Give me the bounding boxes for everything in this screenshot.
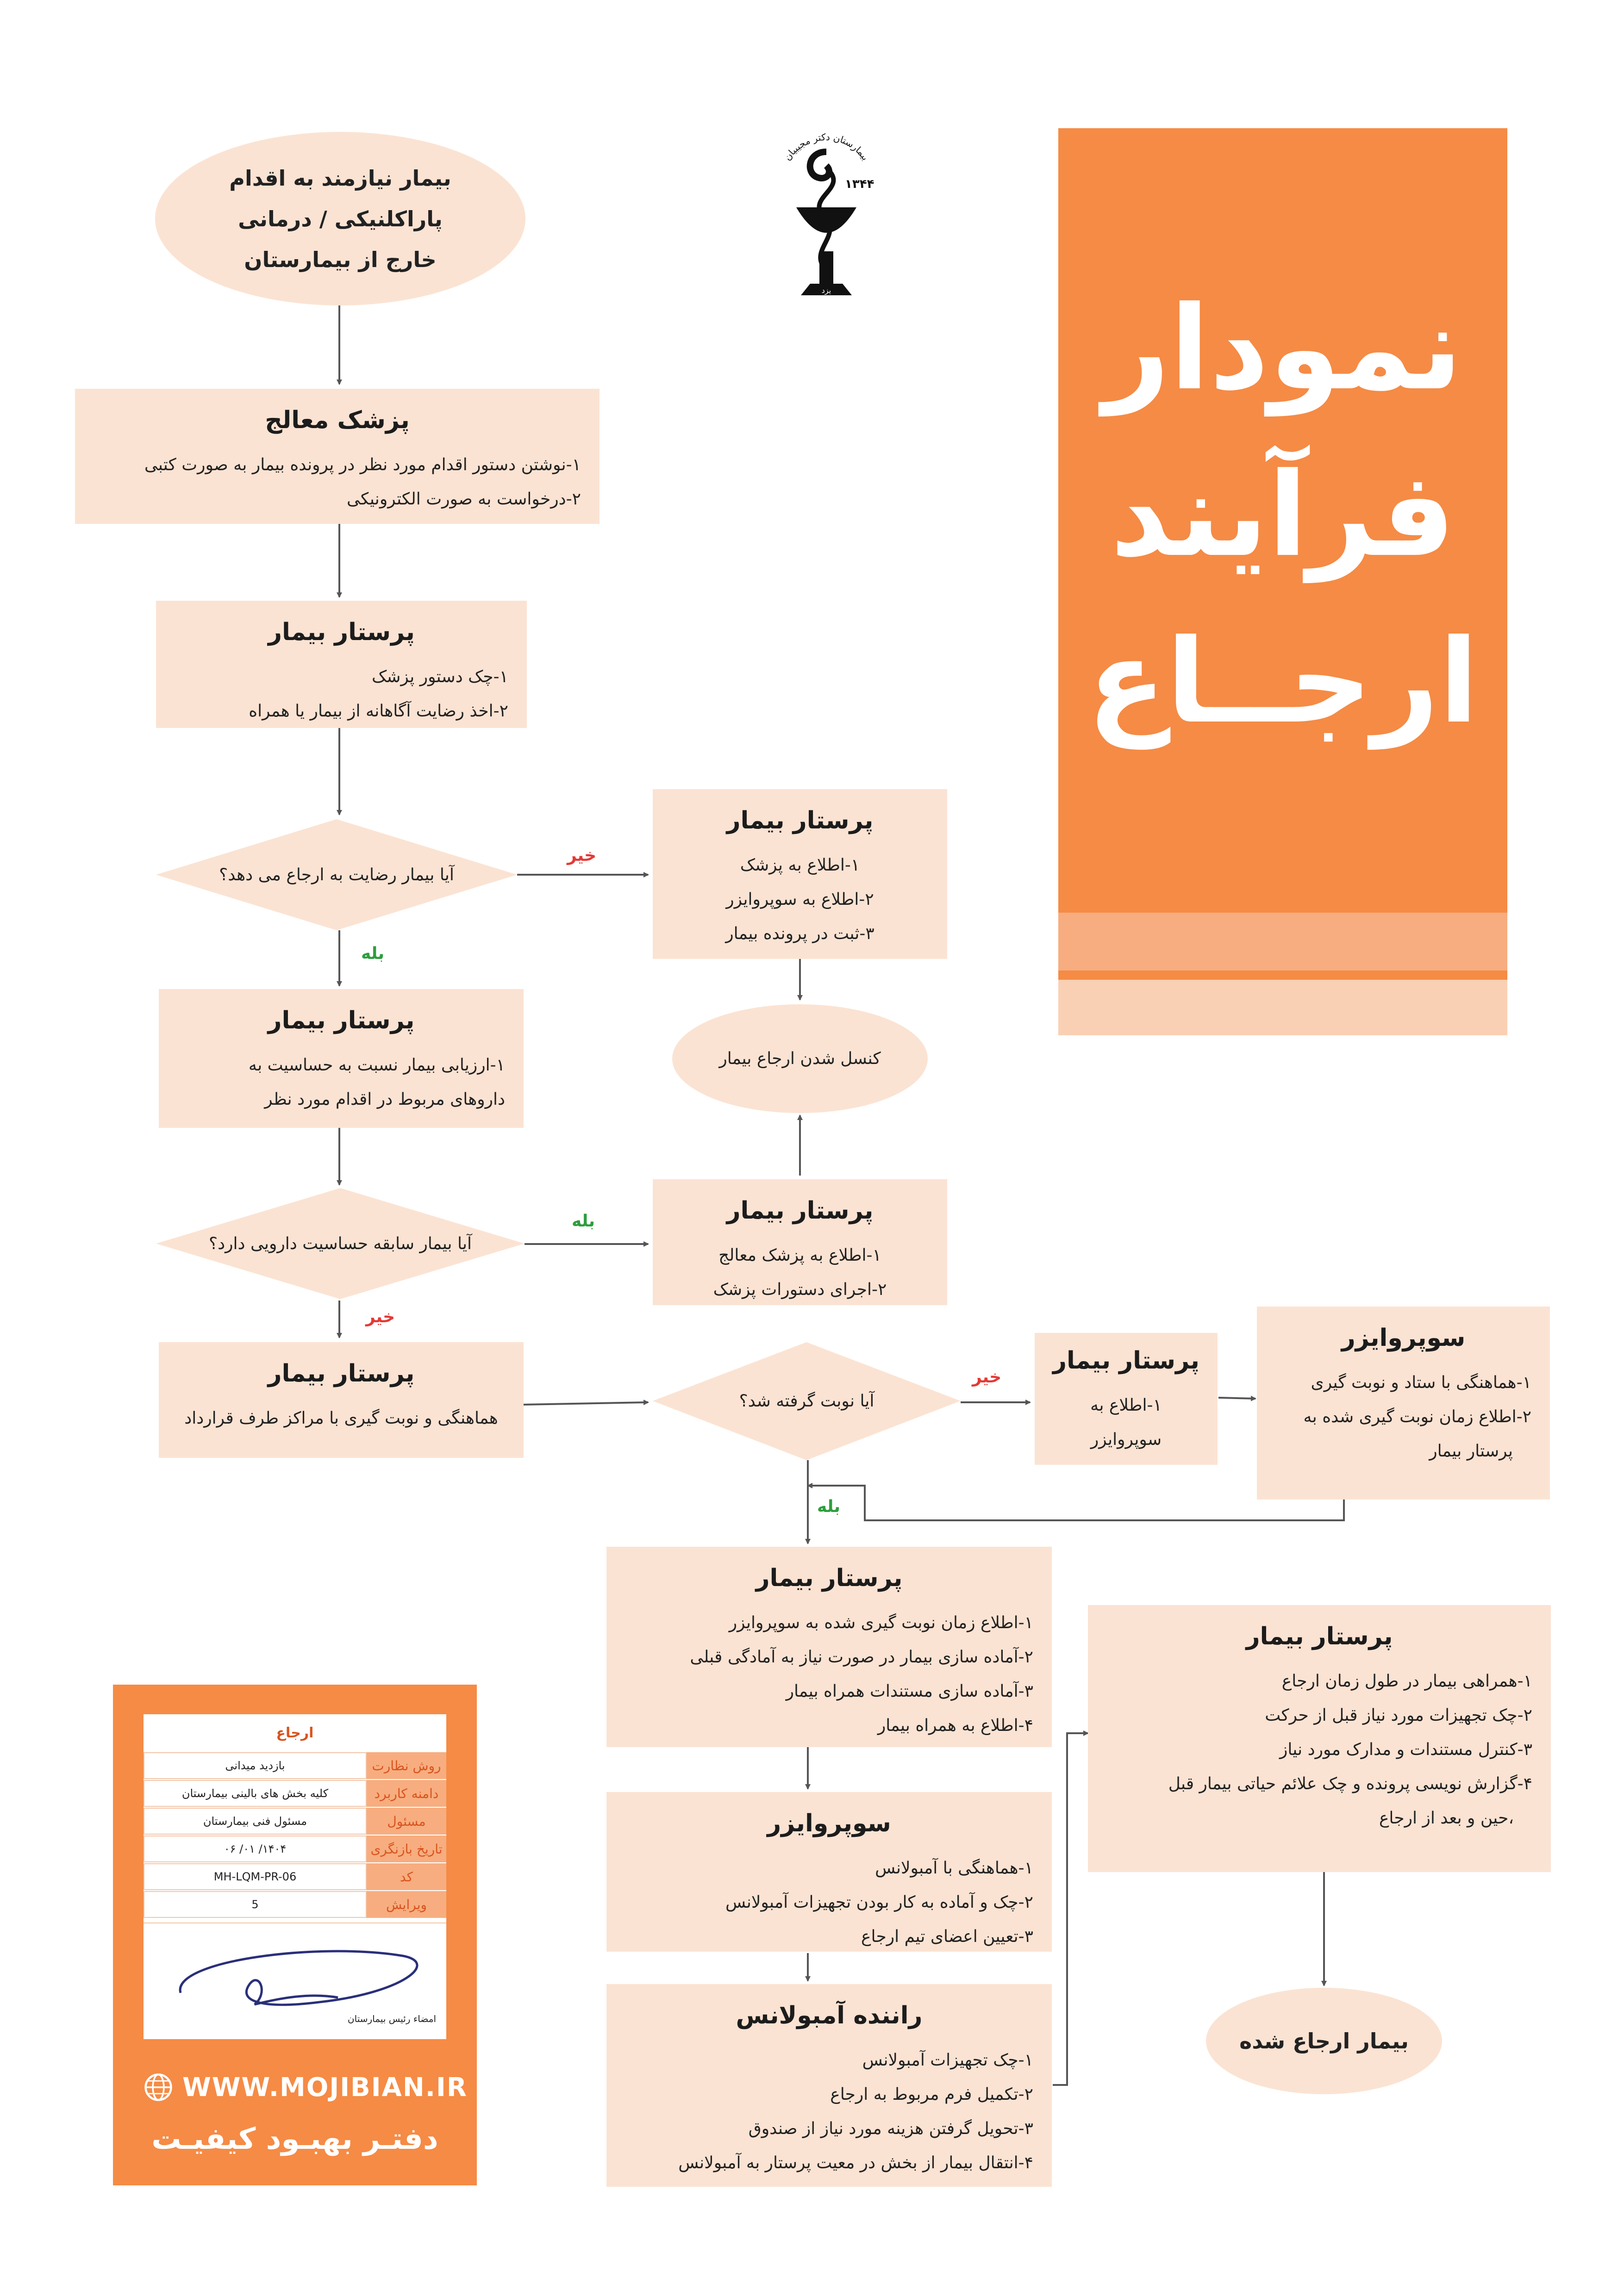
arrow-nurse3-appointment [523, 1402, 648, 1405]
decision-allergy-text: آیا بیمار سابقه حساسیت دارویی دارد؟ [208, 1234, 472, 1253]
document-heading: ارجاع [276, 1724, 314, 1741]
step-item: ۱-اطلاع به پزشک معالج [718, 1246, 881, 1265]
info-value: ۱۴۰۴/ ۰۱/ ۰۶ [144, 1836, 367, 1862]
step-title: پرستار بیمار [1246, 1623, 1393, 1650]
step-nurse-allergy [653, 1179, 947, 1305]
step-title: پرستار بیمار [726, 807, 874, 834]
info-row [144, 1890, 446, 1918]
svg-text:بیمارستان دکتر مجیبیان [781, 131, 871, 162]
start-node [155, 132, 525, 305]
step-item: ۱-اطلاع به پزشک [740, 856, 860, 875]
info-value: کلیه بخش های بالینی بیمارستان [144, 1780, 367, 1807]
signature-caption: امضاء رئیس بیمارستان [347, 2013, 436, 2024]
document-info-table [144, 1714, 446, 2039]
step-nurse-check [156, 601, 527, 728]
step-item: سوپروایزر [1090, 1430, 1162, 1449]
step-title: پرستار بیمار [268, 618, 415, 646]
title-line-3: ارجــاع [1087, 614, 1479, 749]
step-item: ۳-ثبت در پرونده بیمار [725, 924, 874, 943]
info-row [144, 1862, 446, 1890]
step-nurse-notify-supervisor [1035, 1333, 1218, 1465]
info-key: دامنه کاربرد [367, 1780, 446, 1807]
info-row [144, 1835, 446, 1862]
signature-area [144, 1923, 446, 2040]
decision-consent [156, 819, 517, 930]
info-value: بازدید میدانی [144, 1752, 367, 1779]
step-title: راننده آمبولانس [736, 2002, 923, 2029]
end-node [1206, 1988, 1442, 2094]
step-item: ۱-هماهنگی با آمبولانس [875, 1859, 1033, 1878]
step-title: پرستار بیمار [268, 1360, 415, 1388]
step-item: ۳-آماده سازی مستندات همراه بیمار [786, 1682, 1033, 1701]
info-key: ویرایش [367, 1891, 446, 1918]
step-item: ۲-چک تجهیزات مورد نیاز قبل از حرکت [1265, 1706, 1532, 1725]
step-item: ۲-اجرای دستورات پزشک [713, 1280, 887, 1299]
step-title: پرستار بیمار [756, 1564, 903, 1592]
step-item: پرستار بیمار [1429, 1442, 1513, 1461]
title-band-1 [1058, 913, 1507, 971]
step-item: ۲-چک و آماده به کار بودن تجهیزات آمبولانس [725, 1893, 1033, 1912]
globe-icon [144, 2071, 173, 2103]
step-item: ۲-اطلاع زمان نوبت گیری شده به [1303, 1407, 1531, 1426]
start-line-2: پاراکلنیکی / درمانی [238, 206, 443, 231]
step-item: ،حین و بعد از ارجاع [1379, 1809, 1514, 1828]
step-nurse-booking [159, 1342, 524, 1458]
step-item: ۳-تحویل گرفتن هزینه مورد نیاز از صندوق [748, 2119, 1033, 2138]
start-line-3: خارج از بیمارستان [244, 247, 437, 272]
step-nurse-assess [159, 989, 524, 1128]
step-item: ۱-هماهنگی با ستاد و نوبت گیری [1311, 1373, 1531, 1392]
arrow-nursesup-supervisor [1218, 1398, 1255, 1399]
step-item: ۱-چک تجهیزات آمبولانس [862, 2051, 1033, 2070]
step-ambulance-driver [606, 1984, 1052, 2187]
step-item: ۲-تکمیل فرم مربوط به ارجاع [830, 2085, 1033, 2104]
info-row [144, 1807, 446, 1835]
step-nurse-prepare [606, 1547, 1052, 1747]
cancel-node [672, 1004, 928, 1113]
step-item: ۱-همراهی بیمار در طول زمان ارجاع [1281, 1672, 1532, 1691]
decision-consent-text: آیا بیمار رضایت به ارجاع می دهد؟ [219, 865, 454, 884]
decision-appointment [653, 1342, 961, 1460]
bowl-of-hygieia-icon [768, 119, 884, 318]
step-title: پرستار بیمار [268, 1007, 415, 1034]
step-item: ۲-اخذ رضایت آگاهانه از بیمار یا همراه [249, 702, 508, 721]
step-item: ۱-اطلاع زمان نوبت گیری شده به سوپروایزر [729, 1613, 1033, 1632]
step-item: داروهای مربوط در اقدام مورد نظر [264, 1090, 505, 1109]
arrow-driver-nurse5 [1053, 1733, 1088, 2085]
info-value: مسئول فنی بیمارستان [144, 1808, 367, 1835]
step-title: پرستار بیمار [726, 1197, 874, 1225]
decision-appointment-text: آیا نوبت گرفته شد؟ [739, 1392, 874, 1411]
title-band-2 [1058, 980, 1507, 1035]
step-title: پزشک معالج [265, 406, 410, 434]
document-info-card [113, 1685, 477, 2185]
logo-year: ۱۳۴۴ [845, 177, 874, 191]
logo-arc-text: بیمارستان دکتر مجیبیان [781, 131, 871, 163]
step-title: سوپروایزر [1341, 1324, 1466, 1352]
decision-allergy [156, 1188, 525, 1299]
department-name: دفتـر بهبـود کیفیـت [151, 2122, 438, 2156]
info-row [144, 1751, 446, 1779]
step-nurse-refusal [653, 789, 947, 959]
consent-yes-label: بله [361, 944, 385, 963]
appointment-no-label: خیر [972, 1368, 1002, 1387]
info-key: کد [367, 1863, 446, 1890]
step-title: سوپروایزر [767, 1810, 891, 1837]
step-supervisor-ambulance [606, 1792, 1052, 1952]
end-text: بیمار ارجاع شده [1239, 2028, 1409, 2053]
step-doctor [75, 389, 600, 524]
step-item: ۱-ارزیابی بیمار نسبت به حساسیت به [248, 1056, 505, 1075]
title-line-1: نمودار [1103, 281, 1463, 416]
step-item: هماهنگی و نوبت گیری با مراکز طرف قرارداد [184, 1409, 498, 1428]
title-panel [1058, 128, 1507, 1035]
title-line-2: فرآیند [1110, 448, 1455, 582]
step-item: ۲-درخواست به صورت الکترونیکی [347, 490, 581, 509]
step-item: ۴-انتقال بیمار از بخش در معیت پرستار به آمبولانس [678, 2153, 1033, 2172]
website-row [144, 2064, 468, 2110]
info-value: 5 [144, 1891, 367, 1918]
step-item: ۴-گزارش نویسی پرونده و چک علائم حیاتی بیمار قبل [1168, 1774, 1532, 1793]
step-item: ۱-اطلاع به [1090, 1396, 1162, 1415]
step-item: ۳-کنترل مستندات و مدارک مورد نیاز [1279, 1740, 1532, 1759]
info-row [144, 1779, 446, 1807]
step-item: ۲-اطلاع به سوپروایزر [726, 890, 874, 909]
appointment-yes-label: بله [817, 1497, 841, 1516]
allergy-no-label: خیر [366, 1307, 395, 1326]
step-title: پرستار بیمار [1053, 1347, 1199, 1375]
step-nurse-accompany [1088, 1605, 1551, 1872]
logo-city: یزد [821, 286, 831, 295]
info-value: MH-LQM-PR-06 [144, 1863, 367, 1890]
step-item: ۴-اطلاع به همراه بیمار [877, 1716, 1033, 1735]
consent-no-label: خیر [567, 846, 597, 865]
start-line-1: بیمار نیازمند به اقدام [229, 165, 451, 191]
allergy-yes-label: بله [572, 1212, 595, 1231]
info-key: روش نظارت [367, 1752, 446, 1779]
info-key: تاریخ بازنگری [367, 1836, 446, 1862]
info-key: مسئول [367, 1808, 446, 1835]
hospital-logo [768, 119, 884, 318]
step-item: ۱-نوشتن دستور اقدام مورد نظر در پرونده بیمار به صورت کتبی [144, 455, 581, 474]
cancel-text: کنسل شدن ارجاع بیمار [719, 1049, 881, 1068]
step-item: ۱-چک دستور پزشک [371, 667, 508, 686]
step-supervisor-booking [1257, 1307, 1550, 1500]
step-item: ۳-تعیین اعضای تیم ارجاع [861, 1927, 1033, 1946]
website-link[interactable]: WWW.MOJIBIAN.IR [182, 2072, 468, 2103]
step-item: ۲-آماده سازی بیمار در صورت نیاز به آمادگی قبلی [690, 1648, 1033, 1667]
